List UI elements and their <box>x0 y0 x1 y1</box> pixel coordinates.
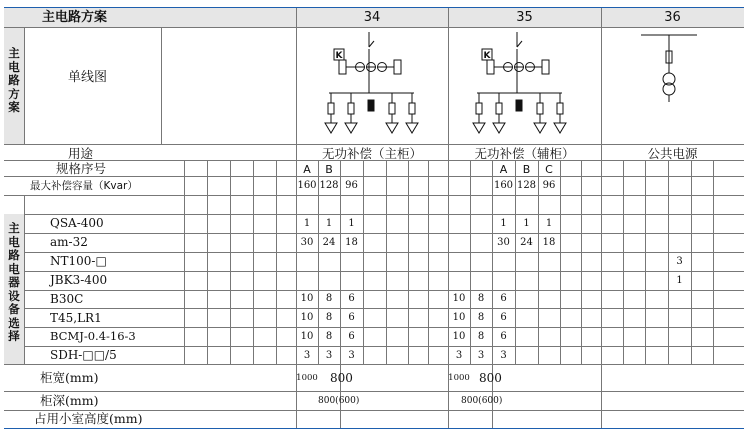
cell: 3 <box>455 350 463 361</box>
usage-col-36: 公共电源 <box>647 146 698 161</box>
header-col-35: 35 <box>516 10 533 25</box>
spec-35-c: C <box>545 163 553 176</box>
cell: 8 <box>477 312 485 323</box>
equip-label-nt100: NT100-□ <box>50 254 107 268</box>
cell: 3 <box>477 350 485 361</box>
cell: 3 <box>676 256 683 267</box>
width-34-a: 1000 <box>296 373 318 383</box>
cell: 8 <box>325 312 333 323</box>
k-label-35: K <box>483 51 491 61</box>
cell: 1 <box>523 218 530 229</box>
equipment-side-label: 主电路电器设备选择 <box>8 221 20 343</box>
cell: 10 <box>300 312 314 323</box>
cell: 3 <box>500 350 507 361</box>
cell: 30 <box>300 237 314 248</box>
cell: 1 <box>348 218 355 229</box>
cell: 6 <box>348 331 355 342</box>
cell: 1 <box>545 218 553 229</box>
cell: 6 <box>348 312 355 323</box>
width-35-b: 800 <box>479 371 502 385</box>
depth-34: 800(600) <box>318 396 360 406</box>
spec-35-a: A <box>499 163 508 176</box>
spec-35-b: B <box>522 163 531 176</box>
equip-label-qsa: QSA-400 <box>50 216 104 230</box>
equip-label-am: am-32 <box>50 235 88 249</box>
cell: 10 <box>452 293 466 304</box>
equip-label-t45: T45,LR1 <box>50 311 102 325</box>
capacity-34-3: 96 <box>345 180 358 191</box>
cell: 24 <box>520 237 533 248</box>
compartment-height-label: 占用小室高度(mm) <box>34 411 143 426</box>
spec-34-b: B <box>325 163 333 176</box>
scheme-table <box>4 7 744 429</box>
capacity-35-1: 160 <box>493 180 514 191</box>
cell: 1 <box>500 218 507 229</box>
cell: 8 <box>325 331 333 342</box>
diagram-side-label: 主电路方案 <box>8 46 20 114</box>
cell: 3 <box>325 350 333 361</box>
k-label-34: K <box>335 51 343 61</box>
spec-label: 规格序号 <box>56 161 107 176</box>
single-line-diagram-36 <box>601 27 744 144</box>
single-line-diagram-35 <box>448 27 601 144</box>
cell: 10 <box>452 331 466 342</box>
cell: 6 <box>500 293 507 304</box>
cell: 6 <box>500 331 507 342</box>
spec-34-a: A <box>303 163 311 176</box>
cell: 3 <box>348 350 355 361</box>
cell: 6 <box>500 312 507 323</box>
cell: 18 <box>542 237 556 248</box>
cell: 6 <box>348 293 355 304</box>
cell: 10 <box>452 312 466 323</box>
depth-35: 800(600) <box>461 396 503 406</box>
cell: 24 <box>322 237 336 248</box>
cell: 8 <box>325 293 333 304</box>
width-34-b: 800 <box>330 371 353 385</box>
equip-label-sdh: SDH-□□/5 <box>50 348 117 362</box>
capacity-34-1: 160 <box>297 180 317 191</box>
usage-col-34: 无功补偿（主柜） <box>321 146 422 161</box>
capacity-35-2: 128 <box>516 180 537 191</box>
cell: 10 <box>300 293 314 304</box>
single-line-diagram-label: 单线图 <box>68 70 108 85</box>
cell: 18 <box>345 237 358 248</box>
cell: 1 <box>676 275 683 286</box>
cabinet-depth-label: 柜深(mm) <box>40 393 99 408</box>
capacity-34-2: 128 <box>319 180 339 191</box>
cell: 8 <box>477 331 485 342</box>
header-col-34: 34 <box>363 10 381 25</box>
cell: 3 <box>303 350 311 361</box>
cell: 8 <box>477 293 485 304</box>
usage-col-35: 无功补偿（辅柜） <box>474 146 575 161</box>
single-line-diagram-34 <box>296 27 448 144</box>
capacity-35-3: 96 <box>542 180 556 191</box>
cell: 10 <box>300 331 314 342</box>
cell: 1 <box>303 218 311 229</box>
equip-label-b30c: B30C <box>50 292 84 306</box>
cell: 30 <box>497 237 510 248</box>
usage-label: 用途 <box>68 146 94 161</box>
equip-label-jbk3: JBK3-400 <box>50 273 108 287</box>
equip-label-bcmj: BCMJ-0.4-16-3 <box>50 329 136 343</box>
width-35-a: 1000 <box>448 373 470 383</box>
cell: 1 <box>325 218 333 229</box>
header-main-scheme-label: 主电路方案 <box>42 10 108 25</box>
capacity-label: 最大补偿容量（Kvar） <box>30 180 138 192</box>
header-col-36: 36 <box>664 10 681 25</box>
cabinet-width-label: 柜宽(mm) <box>40 370 99 385</box>
